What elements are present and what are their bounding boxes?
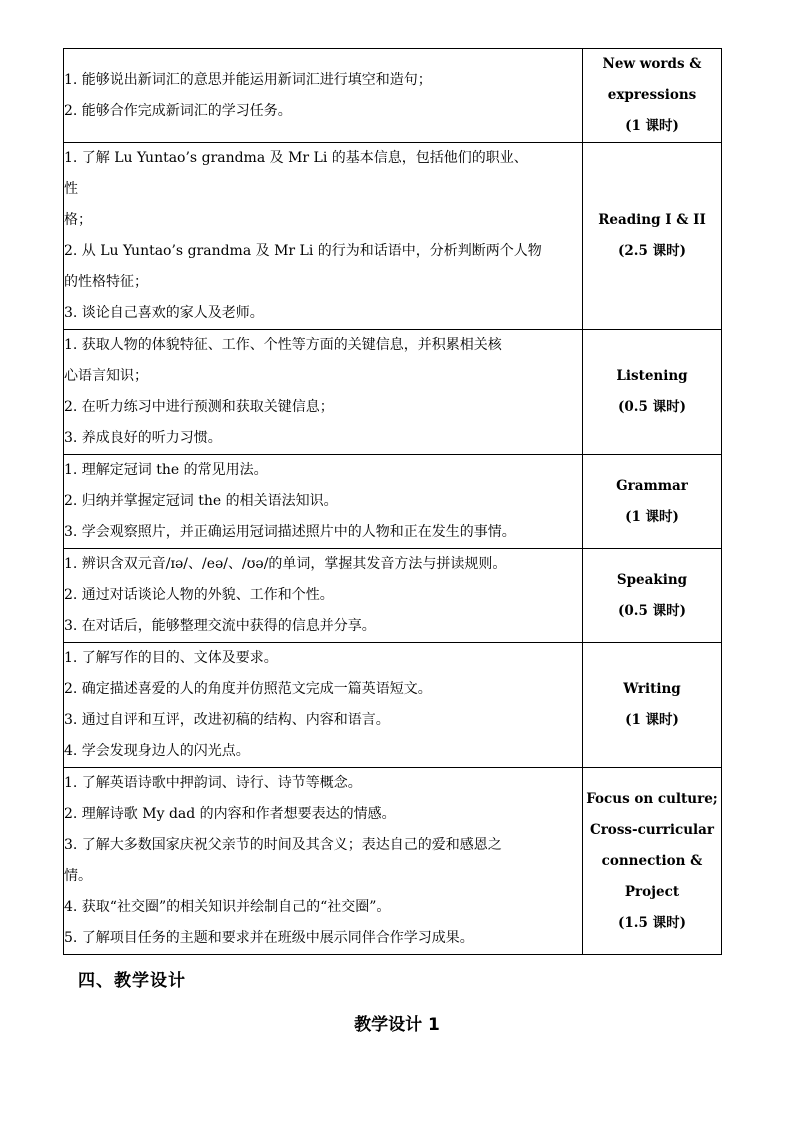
- objective-line: 4. 获取“社交圈”的相关知识并绘制自己的“社交圈”。: [64, 899, 391, 915]
- lesson-unit-cell: [583, 455, 722, 549]
- objective-line: 2. 归纳并掌握定冠词 the 的相关语法知识。: [64, 493, 338, 509]
- lesson-unit-cell: [583, 330, 722, 455]
- objective-line: 1. 了解写作的目的、文体及要求。: [64, 650, 278, 666]
- lesson-unit-line: (2.5 课时): [618, 243, 686, 259]
- objective-line: 格；: [64, 212, 92, 228]
- lesson-unit-line: Reading I & II: [598, 212, 706, 228]
- section-heading: 四、教学设计: [78, 971, 186, 991]
- objective-line: 3. 在对话后，能够整理交流中获得的信息并分享。: [64, 618, 376, 634]
- lesson-unit-cell: [583, 549, 722, 643]
- objectives-cell: [64, 455, 583, 549]
- lesson-unit-line: (0.5 课时): [618, 399, 686, 415]
- objective-line: 5. 了解项目任务的主题和要求并在班级中展示同伴合作学习成果。: [64, 930, 474, 946]
- lesson-unit-line: expressions: [607, 87, 697, 103]
- lesson-unit-line: Writing: [623, 681, 681, 697]
- objective-line: 3. 谈论自己喜欢的家人及老师。: [64, 305, 264, 321]
- objective-line: 1. 了解 Lu Yuntao’s grandma 及 Mr Li 的基本信息，包括他们的职业、: [64, 150, 528, 166]
- objectives-cell: [64, 549, 583, 643]
- objective-line: 1. 获取人物的体貌特征、工作、个性等方面的关键信息，并积累相关核: [64, 337, 502, 353]
- objective-line: 情。: [64, 868, 92, 884]
- table-row: [64, 643, 722, 768]
- design-title: 教学设计 1: [354, 1015, 440, 1035]
- objectives-cell: [64, 143, 583, 330]
- table-row: [64, 49, 722, 143]
- lesson-unit-line: New words &: [602, 56, 702, 72]
- objective-line: 2. 从 Lu Yuntao’s grandma 及 Mr Li 的行为和话语中，分析判断两个人物: [64, 243, 542, 259]
- objective-line: 2. 能够合作完成新词汇的学习任务。: [64, 102, 292, 119]
- objective-line: 心语言知识；: [64, 368, 148, 384]
- objectives-cell: [64, 768, 583, 955]
- objective-line: 3. 学会观察照片，并正确运用冠词描述照片中的人物和正在发生的事情。: [64, 524, 516, 540]
- objectives-cell: [64, 330, 583, 455]
- objective-line: 2. 在听力练习中进行预测和获取关键信息；: [64, 399, 334, 415]
- objective-line: 2. 通过对话谈论人物的外貌、工作和个性。: [64, 587, 334, 603]
- table-row: [64, 768, 722, 955]
- lesson-unit-line: (0.5 课时): [618, 602, 686, 619]
- table-row: [64, 143, 722, 330]
- lesson-unit-cell: [583, 143, 722, 330]
- lesson-unit-line: (1 课时): [625, 118, 679, 134]
- objective-line: 3. 了解大多数国家庆祝父亲节的时间及其含义；表达自己的爱和感恩之: [64, 837, 502, 853]
- lesson-unit-cell: [583, 768, 722, 955]
- lesson-unit-line: Listening: [616, 368, 688, 384]
- table-row: [64, 549, 722, 643]
- lesson-unit-line: Cross-curricular: [589, 821, 715, 838]
- objective-line: 3. 通过自评和互评，改进初稿的结构、内容和语言。: [64, 712, 390, 728]
- objective-line: 2. 理解诗歌 My dad 的内容和作者想要表达的情感。: [64, 806, 396, 822]
- lesson-unit-line: Speaking: [616, 571, 688, 588]
- table-row: [64, 330, 722, 455]
- objective-line: 1. 辨识含双元音/ɪə/、/eə/、/ʊə/的单词，掌握其发音方法与拼读规则。: [64, 556, 507, 572]
- objective-line: 1. 理解定冠词 the 的常见用法。: [64, 462, 268, 478]
- objectives-cell: [64, 49, 583, 143]
- lesson-plan-table-body: [64, 49, 722, 955]
- lesson-unit-line: (1 课时): [625, 712, 679, 728]
- objective-line: 2. 确定描述喜爱的人的角度并仿照范文完成一篇英语短文。: [64, 681, 432, 697]
- objective-line: 1. 能够说出新词汇的意思并能运用新词汇进行填空和造句；: [64, 71, 432, 88]
- lesson-unit-line: Focus on culture;: [586, 790, 718, 807]
- lesson-plan-table: [63, 48, 722, 955]
- objective-line: 1. 了解英语诗歌中押韵词、诗行、诗节等概念。: [64, 775, 362, 791]
- objective-line: 4. 学会发现身边人的闪光点。: [64, 743, 250, 759]
- table-row: [64, 455, 722, 549]
- lesson-unit-cell: [583, 49, 722, 143]
- objective-line: 3. 养成良好的听力习惯。: [64, 430, 222, 446]
- objectives-cell: [64, 643, 583, 768]
- objective-line: 的性格特征；: [64, 274, 148, 290]
- lesson-unit-line: connection &: [601, 852, 703, 869]
- lesson-unit-line: Grammar: [616, 477, 688, 494]
- lesson-unit-line: (1.5 课时): [618, 914, 686, 931]
- lesson-unit-cell: [583, 643, 722, 768]
- objective-line: 性: [64, 181, 78, 197]
- lesson-unit-line: (1 课时): [625, 508, 679, 525]
- lesson-unit-line: Project: [624, 883, 680, 900]
